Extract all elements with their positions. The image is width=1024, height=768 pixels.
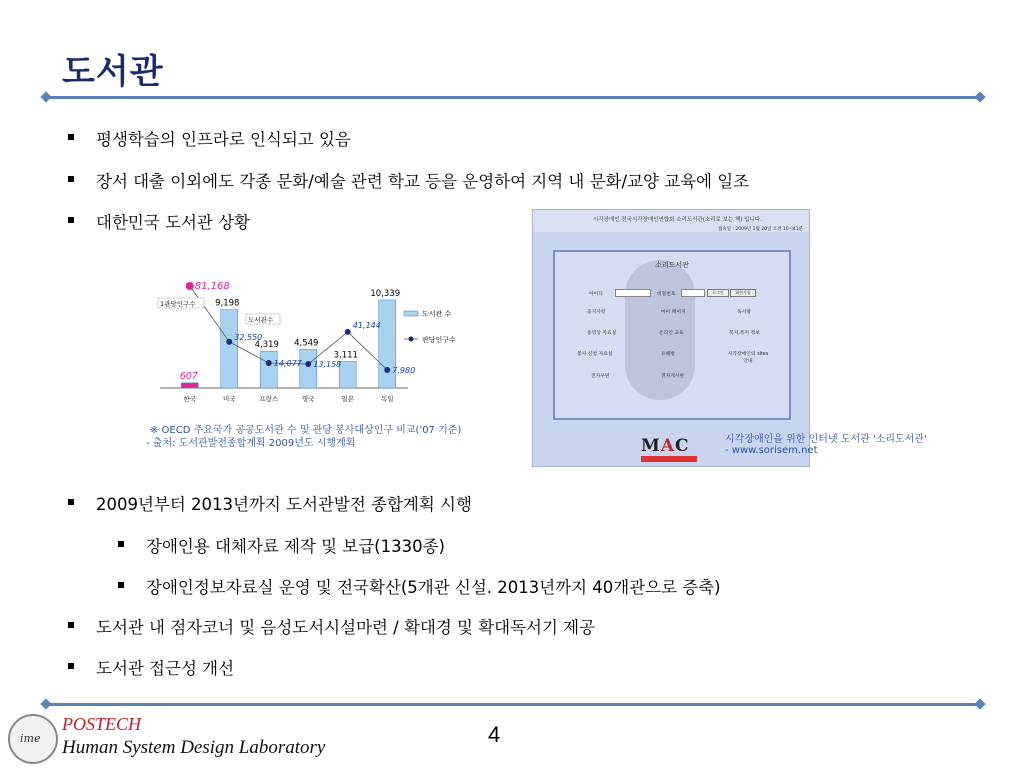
chart-line-label: 81,168 [194, 281, 230, 292]
chart-bar-label: 4,319 [254, 340, 279, 351]
site-menu-item[interactable]: 시각장애인의 sites 안내 [727, 352, 769, 364]
bullet-item: 평생학습의 인프라로 인식되고 있음 [96, 126, 351, 150]
site-menu-item[interactable]: 유해방 [661, 352, 675, 357]
chart-line-label: 41,144 [352, 320, 381, 330]
chart-source-note: ※ OECD 주요국가 공공도서관 수 및 관당 봉사대상인구 비교('07 기준) [150, 425, 462, 436]
site-mac-logo-accent: A [660, 436, 676, 456]
chart-bar-label: 4,549 [294, 338, 319, 349]
site-logo-banner [641, 456, 697, 462]
chart-line-point [186, 282, 194, 290]
site-top-line: 시각장애인 전국시각장애인연합회 소리도서관(소리로 보는 책) 입니다. [593, 217, 762, 223]
bottom-divider [46, 703, 980, 706]
chart-category-label: 일본 [341, 395, 355, 403]
postech-label: POSTECH [62, 714, 142, 734]
chart-line-label: 14,077 [273, 359, 302, 369]
chart-legend-label: 관당인구수 [422, 336, 456, 344]
site-menu-item[interactable]: 복지,복지 정보 [729, 331, 760, 336]
ime-logo-text: ime [20, 732, 41, 745]
website-caption-title: 시각장애인을 위한 인터넷 도서관 '소리도서관' [725, 434, 927, 445]
site-menu-item[interactable]: 온라인 교육 [659, 331, 684, 336]
lab-name: Human System Design Laboratory [62, 737, 326, 758]
chart-category-label: 프랑스 [259, 395, 279, 403]
chart-bar [221, 310, 238, 388]
chart-bar [339, 362, 356, 388]
bullet-item: 도서관 접근성 개선 [96, 655, 234, 679]
site-date-line: 접속일 : 2009년 1월 20일 오전 10시41분 [717, 227, 803, 232]
site-join-button[interactable]: 회원가입 [730, 289, 756, 297]
chart-line-label: 13,158 [313, 360, 342, 370]
sub-bullet-item: 장애인정보자료실 운영 및 전국확산(5개관 신설. 2013년까지 40개관으로 증축) [146, 574, 721, 598]
site-id-input[interactable] [615, 289, 651, 297]
ime-logo-icon [8, 714, 58, 764]
site-login-panel [553, 250, 791, 420]
site-pw-label: 비밀번호 [657, 292, 676, 297]
site-menu-item[interactable]: 전자우편 [591, 374, 610, 379]
site-login-button[interactable]: 로그인 [707, 289, 729, 297]
site-menu-item[interactable]: 동영상 자료실 [587, 331, 617, 336]
chart-bar-label: 607 [179, 370, 198, 382]
chart-line-point [266, 360, 272, 366]
chart-line-point [345, 329, 351, 335]
site-menu-item[interactable]: 독서방 [737, 310, 751, 315]
bullet-item: 대한민국 도서관 상황 [96, 209, 250, 233]
sub-bullet-item: 장애인용 대체자료 제작 및 보급(1330종) [146, 533, 445, 557]
site-id-label: 아이디 [589, 292, 603, 297]
chart-category-label: 독일 [380, 395, 394, 403]
chart-reference-note: - 출처: 도서관발전종합계획 2009년도 시행계획 [146, 438, 356, 449]
chart-bar [181, 383, 198, 388]
chart-legend-marker [409, 337, 414, 342]
site-menu-item[interactable]: 공지사항 [587, 310, 606, 315]
chart-legend-swatch [404, 311, 418, 316]
chart-line-point [305, 361, 311, 367]
website-screenshot [532, 209, 810, 467]
library-chart [150, 278, 480, 413]
chart-category-label: 미국 [222, 395, 236, 403]
chart-line-point [384, 367, 390, 373]
site-pw-input[interactable] [681, 289, 705, 297]
site-header-bar [533, 210, 809, 232]
site-panel-title: 소리도서관 [655, 261, 689, 269]
site-menu-item[interactable]: 마이 페이지 [661, 310, 686, 315]
chart-line-point [226, 339, 232, 345]
slide-title: 도서관 [62, 52, 164, 92]
top-divider [46, 96, 980, 99]
chart-category-label: 영국 [301, 395, 315, 403]
bullet-item: 장서 대출 이외에도 각종 문화/예술 관련 학교 등을 운영하여 지역 내 문화/교양 교육에 일조 [96, 168, 749, 192]
chart-bar [260, 351, 277, 388]
chart-callout-label: 1관당인구수 [160, 300, 196, 308]
bullet-item: 2009년부터 2013년까지 도서관발전 종합계획 시행 [96, 491, 472, 515]
chart-callout-label: 도서관수 [248, 316, 274, 324]
website-caption-url: - www.sorisem.net [725, 445, 818, 456]
library-chart-svg [150, 278, 480, 413]
chart-line-label: 7,980 [392, 366, 416, 375]
page-number: 4 [488, 722, 501, 747]
chart-bar-label: 3,111 [333, 350, 358, 361]
bullet-item: 도서관 내 점자코너 및 음성도서시설마련 / 확대경 및 확대독서기 제공 [96, 614, 595, 638]
chart-legend-label: 도서관 수 [422, 310, 452, 318]
site-menu-item[interactable]: 전자게시판 [661, 374, 685, 379]
chart-bar-label: 9,198 [215, 298, 240, 309]
chart-line-label: 32,550 [234, 332, 263, 342]
site-mac-logo: MAC [641, 436, 690, 456]
chart-bar-label: 10,339 [370, 289, 401, 299]
chart-category-label: 한국 [183, 395, 197, 403]
site-menu-item[interactable]: 봉사 신청 자료실 [577, 352, 613, 357]
